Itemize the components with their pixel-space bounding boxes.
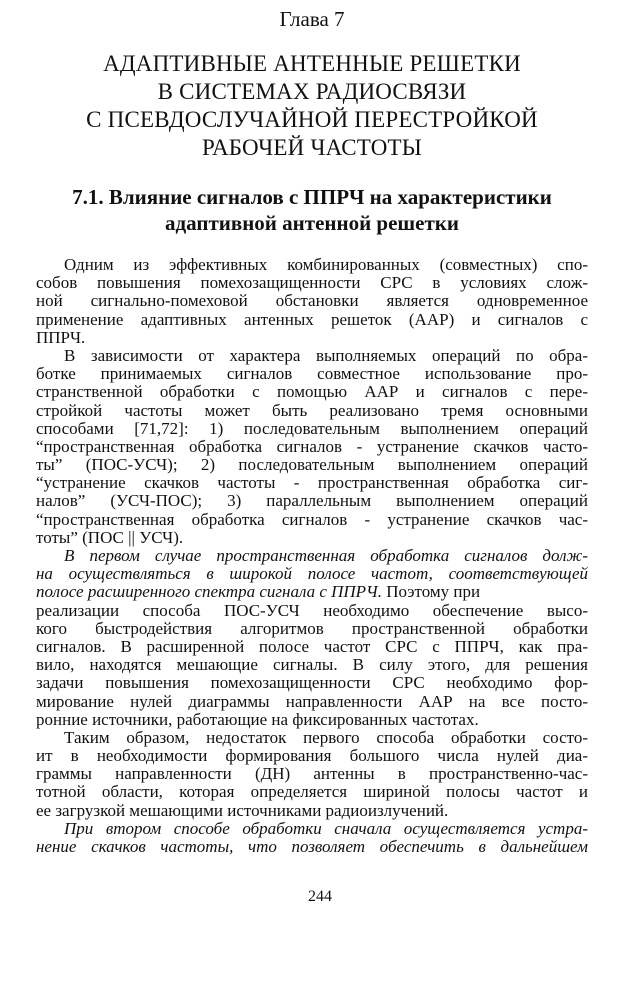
text-line: ной сигнально-помеховой обстановки является одновременное xyxy=(36,291,588,311)
text-line-italic: на осуществляться в широкой полосе частот, соответствующей xyxy=(36,564,588,584)
chapter-title-line: АДАПТИВНЫЕ АНТЕННЫЕ РЕШЕТКИ xyxy=(103,51,521,76)
text-line-italic: При втором способе обработки сначала осуществляется устра- xyxy=(64,818,588,838)
text-line: ты” (ПОС-УСЧ); 2) последовательным выполнением операций xyxy=(36,455,588,475)
text-line-italic: В первом случае пространственная обработка сигналов долж- xyxy=(64,546,588,565)
text-line-italic: нение скачков частоты, что позволяет обеспечить в дальнейшем xyxy=(36,837,588,856)
text-line: кого быстродействия алгоритмов пространственной обработки xyxy=(36,618,588,638)
page-number: 244 xyxy=(308,888,332,905)
section-heading xyxy=(36,184,588,236)
text-line: тотной области, которая определяется шириной полосы частот и xyxy=(36,782,588,802)
text-line: “пространственная обработка сигналов - устранение скачков час- xyxy=(36,509,588,529)
text-line-mixed xyxy=(36,583,588,601)
text-line: ее загрузкой мешающими источниками радиоизлучений. xyxy=(36,800,449,820)
text-line: странственной обработки с помощью ААР и сигналов с пере- xyxy=(36,382,588,402)
text-line: собов повышения помехозащищенности СРС в условиях слож- xyxy=(36,273,588,293)
italic-run: полосе расширенного спектра сигнала с ППРЧ. xyxy=(36,582,383,602)
text-line: стройкой частоты может быть реализовано тремя основными xyxy=(36,400,588,420)
chapter-title xyxy=(36,50,588,162)
text-line: граммы направленности (ДН) антенны в пространственно-час- xyxy=(36,764,588,784)
text-line: реализации способа ПОС-УСЧ необходимо обеспечение высо- xyxy=(36,600,588,620)
section-heading-line: адаптивной антенной решетки xyxy=(165,211,459,235)
section-heading-line: 7.1. Влияние сигналов с ППРЧ на характеристики xyxy=(72,185,552,209)
text-line: В зависимости от характера выполняемых операций по обра- xyxy=(64,345,588,365)
text-run: Поэтому при xyxy=(382,582,481,602)
text-line: применение адаптивных антенных решеток (ААР) и сигналов с xyxy=(36,309,588,329)
text-line: вило, находятся мешающие сигналы. В силу этого, для решения xyxy=(36,655,588,675)
text-line: мирование нулей диаграммы направленности ААР на все посто- xyxy=(36,691,588,711)
text-line: тоты” (ПОС || УСЧ). xyxy=(36,527,184,547)
text-line: задачи повышения помехозащищенности СРС необходимо фор- xyxy=(36,673,588,693)
text-line: ронние источники, работающие на фиксированных частотах. xyxy=(36,709,479,729)
text-line: Таким образом, недостаток первого способа обработки состо- xyxy=(64,727,588,747)
text-line: сигналов. В расширенной полосе частот СРС с ППРЧ, как пра- xyxy=(36,636,588,656)
text-line: ботке принимаемых сигналов совместное использование про- xyxy=(36,364,588,384)
text-line: ППРЧ. xyxy=(36,327,86,347)
text-line: способами [71,72]: 1) последовательным выполнением операций xyxy=(36,418,588,438)
text-line: Одним из эффективных комбинированных (совместных) спо- xyxy=(64,255,588,274)
chapter-title-line: С ПСЕВДОСЛУЧАЙНОЙ ПЕРЕСТРОЙКОЙ xyxy=(86,107,538,132)
chapter-title-line: В СИСТЕМАХ РАДИОСВЯЗИ xyxy=(157,79,467,104)
text-line: налов” (УСЧ-ПОС); 3) параллельным выполнением операций xyxy=(36,491,588,511)
body-text xyxy=(36,256,588,856)
chapter-title-line: РАБОЧЕЙ ЧАСТОТЫ xyxy=(201,135,423,160)
text-line: “пространственная обработка сигналов - устранение скачков часто- xyxy=(36,436,588,456)
text-line: “устранение скачков частоты - пространственная обработка сиг- xyxy=(36,473,588,493)
text-line: ит в необходимости формирования большого числа нулей диа- xyxy=(36,746,588,766)
chapter-heading: Глава 7 xyxy=(279,7,345,31)
